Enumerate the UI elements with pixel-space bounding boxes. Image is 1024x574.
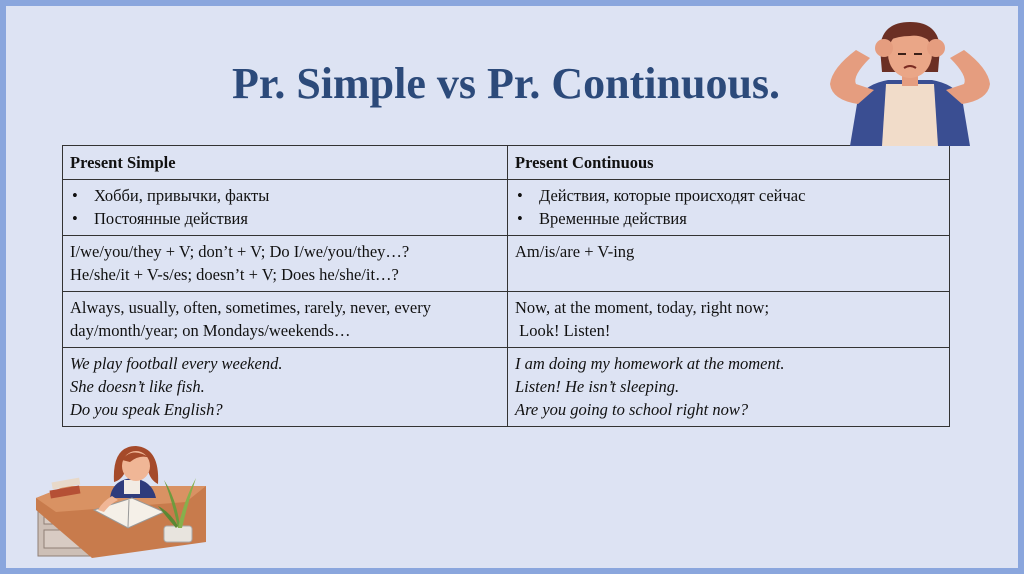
table-header-row <box>63 146 950 180</box>
markers-continuous-cell <box>508 292 950 348</box>
example-line: I am doing my homework at the moment. <box>515 354 785 373</box>
example-line: Are you going to school right now? <box>515 400 749 419</box>
example-line: She doesn’t like fish. <box>70 377 205 396</box>
grammar-table <box>62 145 950 427</box>
bullet-item: • Временные действия <box>515 207 942 230</box>
usage-continuous-cell <box>508 180 950 236</box>
student-at-desk-illustration <box>36 440 208 558</box>
marker-line: Always, usually, often, sometimes, rarely, never, every <box>70 298 432 317</box>
header-present-continuous: Present Continuous <box>508 146 950 180</box>
table-row-form <box>63 236 950 292</box>
example-line: Do you speak English? <box>70 400 223 419</box>
header-present-simple: Present Simple <box>63 146 508 180</box>
table-row-examples <box>63 348 950 427</box>
examples-continuous-cell <box>508 348 950 427</box>
table-row-usage <box>63 180 950 236</box>
form-continuous-cell <box>508 236 950 292</box>
form-simple-cell <box>63 236 508 292</box>
marker-line: Now, at the moment, today, right now; <box>515 298 770 317</box>
stressed-woman-illustration <box>822 18 998 148</box>
bullet-item: • Хобби, привычки, факты <box>70 184 500 207</box>
marker-line: Look! Listen! <box>515 321 611 340</box>
examples-simple-cell <box>63 348 508 427</box>
form-line: Am/is/are + V-ing <box>515 242 635 261</box>
usage-simple-cell <box>63 180 508 236</box>
marker-line: day/month/year; on Mondays/weekends… <box>70 321 351 340</box>
bullet-item: • Действия, которые происходят сейчас <box>515 184 942 207</box>
example-line: We play football every weekend. <box>70 354 283 373</box>
table-row-markers <box>63 292 950 348</box>
page-title: Pr. Simple vs Pr. Continuous. <box>231 59 781 108</box>
markers-simple-cell <box>63 292 508 348</box>
bullet-item: • Постоянные действия <box>70 207 500 230</box>
form-line: He/she/it + V-s/es; doesn’t + V; Does he/she/it…? <box>70 265 399 284</box>
form-line: I/we/you/they + V; don’t + V; Do I/we/you/they…? <box>70 242 410 261</box>
example-line: Listen! He isn’t sleeping. <box>515 377 680 396</box>
